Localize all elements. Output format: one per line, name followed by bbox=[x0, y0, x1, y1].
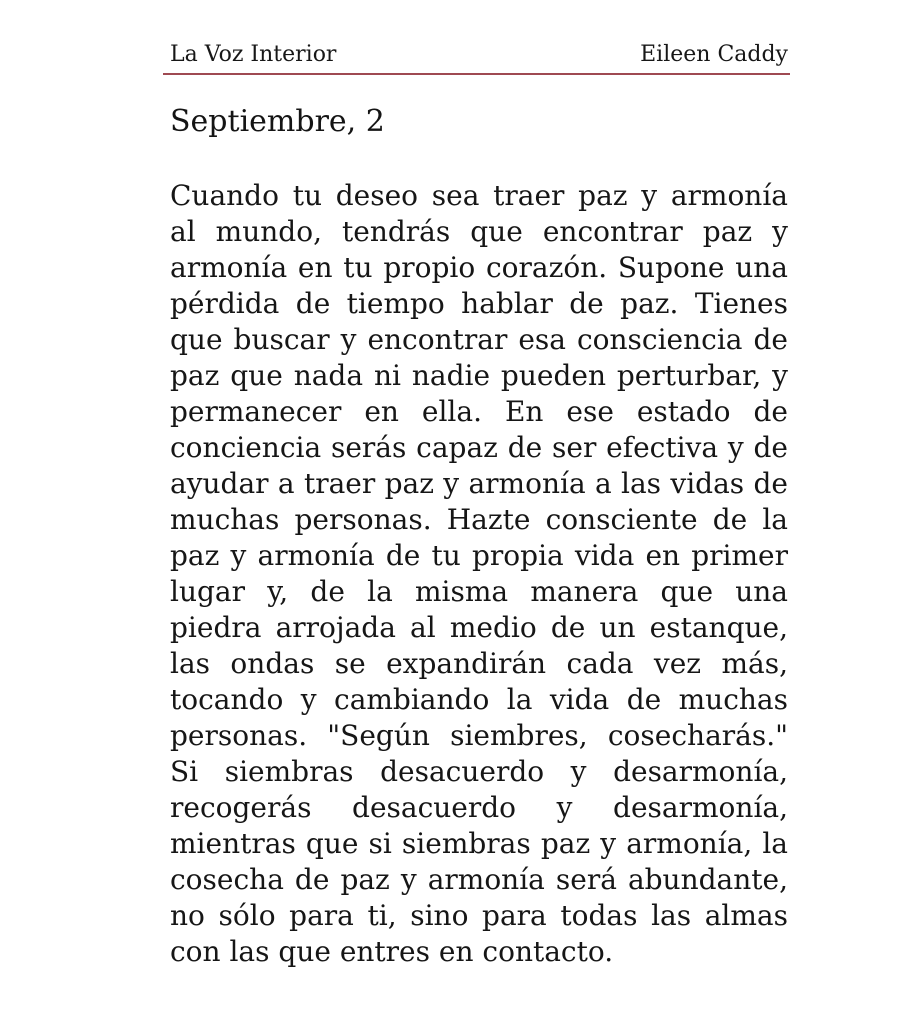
book-title: La Voz Interior bbox=[170, 42, 337, 67]
page-header bbox=[170, 42, 788, 68]
author-name: Eileen Caddy bbox=[640, 42, 788, 67]
header-rule bbox=[163, 73, 790, 75]
date-title: Septiembre, 2 bbox=[170, 104, 385, 139]
body-paragraph: Cuando tu deseo sea traer paz y armonía al mundo, tendrás que encontrar paz y armonía en tu propio corazón. Supone una pérdida de tiempo hablar de paz. Tienes que buscar y encontrar esa consciencia de paz que nada ni nadie pueden perturbar, y permanecer en ella. En ese estado de conciencia serás capaz de ser efectiva y de ayudar a traer paz y armonía a las vidas de muchas personas. Hazte consciente de la paz y armonía de tu propia vida en primer lugar y, de la misma manera que una piedra arrojada al medio de un estanque, las ondas se expandirán cada vez más, tocando y cambiando la vida de muchas personas. "Según siembres, cosecharás." Si siembras desacuerdo y desarmonía, recogerás desacuerdo y desarmonía, mientras que si siembras paz y armonía, la cosecha de paz y armonía será abundante, no sólo para ti, sino para todas las almas con las que entres en contacto. bbox=[170, 179, 788, 968]
